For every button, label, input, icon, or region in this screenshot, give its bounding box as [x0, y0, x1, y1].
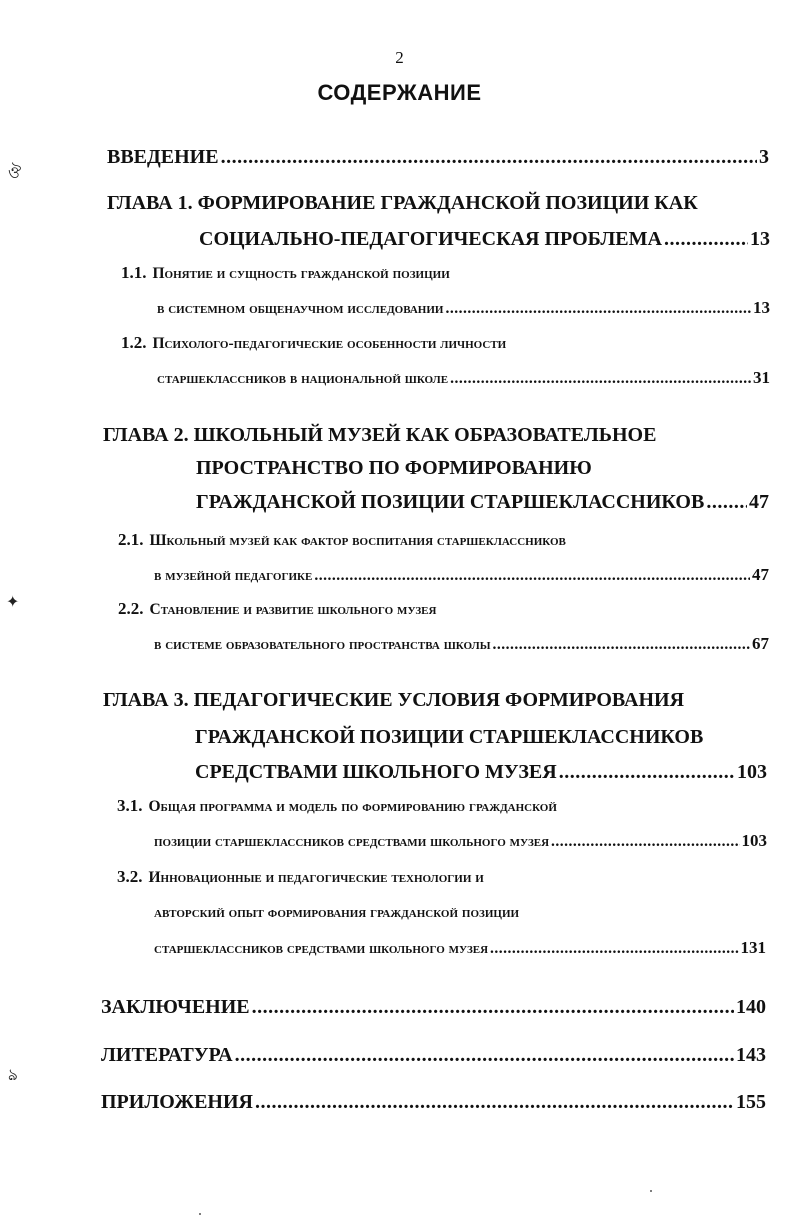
dot-leader: [450, 371, 751, 387]
toc-section-2-1-line-1[interactable]: [118, 531, 566, 549]
toc-label: Становление и развитие школьного музея: [149, 601, 437, 618]
toc-page: 67: [752, 634, 769, 653]
toc-label: СОЦИАЛЬНО-ПЕДАГОГИЧЕСКАЯ ПРОБЛЕМА: [199, 228, 662, 250]
toc-section-3-2-line-1[interactable]: [117, 868, 484, 886]
toc-section-3-2-line-3[interactable]: [154, 939, 766, 957]
toc-section-1-2-line-1[interactable]: [121, 334, 506, 352]
toc-page: 47: [749, 491, 769, 513]
section-number: 3.1.: [117, 796, 143, 815]
toc-page: 140: [736, 996, 766, 1018]
toc-chapter-3-line-3[interactable]: [195, 762, 767, 782]
toc-label: Общая программа и модель по формированию гражданской: [148, 798, 557, 815]
section-number: 1.1.: [121, 263, 147, 282]
toc-label: старшеклассников средствами школьного музея: [154, 940, 489, 957]
toc-entry-appendix[interactable]: [101, 1092, 766, 1112]
dot-leader: [255, 1092, 734, 1112]
toc-section-3-1-line-1[interactable]: [117, 797, 557, 815]
toc-section-3-2-line-2[interactable]: [154, 905, 519, 921]
toc-page: 3: [759, 146, 769, 168]
toc-label: ГЛАВА 1. ФОРМИРОВАНИЕ ГРАЖДАНСКОЙ ПОЗИЦИИ КАК: [107, 192, 698, 214]
toc-label: Психолого-педагогические особенности личности: [152, 335, 507, 352]
toc-label: ГЛАВА 3. ПЕДАГОГИЧЕСКИЕ УСЛОВИЯ ФОРМИРОВАНИЯ: [103, 689, 685, 711]
toc-label: ГЛАВА 2. ШКОЛЬНЫЙ МУЗЕЙ КАК ОБРАЗОВАТЕЛЬНОЕ: [103, 424, 657, 446]
dot-leader: [551, 834, 739, 850]
toc-entry-intro[interactable]: [107, 147, 769, 167]
toc-entry-conclusion[interactable]: [101, 997, 766, 1017]
toc-page: 13: [750, 228, 770, 250]
scan-speck: ✦: [6, 594, 20, 611]
scan-speck: ঔ: [8, 165, 22, 182]
section-number: 2.2.: [118, 599, 144, 618]
dot-leader: [559, 762, 735, 782]
toc-label: авторский опыт формирования гражданской позиции: [154, 904, 520, 921]
toc-chapter-3-line-2[interactable]: [195, 727, 703, 747]
toc-chapter-3-line-1[interactable]: [103, 690, 684, 710]
toc-label: в системе образовательного пространства школы: [154, 636, 491, 653]
scan-dot: [650, 1190, 652, 1192]
toc-page: 47: [752, 565, 769, 584]
scan-dot: [199, 1213, 201, 1215]
dot-leader: [252, 997, 734, 1017]
toc-label: Инновационные и педагогические технологии и: [148, 869, 484, 886]
toc-page: 13: [753, 298, 770, 317]
toc-entry-literature[interactable]: [101, 1045, 766, 1065]
toc-label: ПРОСТРАНСТВО ПО ФОРМИРОВАНИЮ: [196, 457, 592, 479]
scan-speck: ঌ: [8, 1067, 18, 1084]
page-title: СОДЕРЖАНИЕ: [317, 80, 482, 105]
dot-leader: [664, 229, 748, 249]
dot-leader: [221, 147, 757, 167]
toc-section-2-2-line-1[interactable]: [118, 600, 436, 618]
section-number: 1.2.: [121, 333, 147, 352]
toc-label: ГРАЖДАНСКОЙ ПОЗИЦИИ СТАРШЕКЛАССНИКОВ: [195, 726, 704, 748]
toc-label: ПРИЛОЖЕНИЯ: [101, 1091, 253, 1113]
dot-leader: [706, 492, 747, 512]
toc-page: 103: [741, 831, 767, 850]
toc-chapter-2-line-2[interactable]: [196, 458, 592, 478]
dot-leader: [314, 568, 750, 584]
toc-label: ВВЕДЕНИЕ: [107, 146, 219, 168]
section-number: 3.2.: [117, 867, 143, 886]
toc-section-3-1-line-2[interactable]: [154, 832, 767, 850]
toc-label: в системном общенаучном исследовании: [157, 300, 444, 317]
dot-leader: [235, 1045, 734, 1065]
toc-chapter-2-line-1[interactable]: [103, 425, 656, 445]
toc-section-2-1-line-2[interactable]: [154, 566, 769, 584]
toc-label: ЛИТЕРАТУРА: [101, 1044, 233, 1066]
toc-label: в музейной педагогике: [154, 567, 313, 584]
toc-label: ЗАКЛЮЧЕНИЕ: [101, 996, 250, 1018]
toc-label: Понятие и сущность гражданской позиции: [152, 265, 450, 282]
dot-leader: [490, 941, 738, 957]
toc-section-1-1-line-2[interactable]: [157, 299, 770, 317]
toc-page: 131: [740, 938, 766, 957]
dot-leader: [493, 637, 750, 653]
page-number: 2: [395, 48, 404, 67]
toc-page: 155: [736, 1091, 766, 1113]
toc-section-1-2-line-2[interactable]: [157, 369, 770, 387]
toc-label: Школьный музей как фактор воспитания старшеклассников: [149, 532, 566, 549]
toc-section-1-1-line-1[interactable]: [121, 264, 450, 282]
toc-label: ГРАЖДАНСКОЙ ПОЗИЦИИ СТАРШЕКЛАССНИКОВ: [196, 491, 705, 513]
dot-leader: [445, 301, 751, 317]
toc-chapter-2-line-3[interactable]: [196, 492, 769, 512]
toc-label: позиции старшеклассников средствами школьного музея: [154, 833, 550, 850]
toc-label: старшеклассников в национальной школе: [157, 370, 449, 387]
toc-page: 143: [736, 1044, 766, 1066]
section-number: 2.1.: [118, 530, 144, 549]
toc-page: 103: [737, 761, 767, 783]
toc-label: СРЕДСТВАМИ ШКОЛЬНОГО МУЗЕЯ: [195, 761, 557, 783]
toc-chapter-1-line-2[interactable]: [199, 229, 770, 249]
toc-section-2-2-line-2[interactable]: [154, 635, 769, 653]
toc-chapter-1-line-1[interactable]: [107, 193, 698, 213]
toc-page: 31: [753, 368, 770, 387]
